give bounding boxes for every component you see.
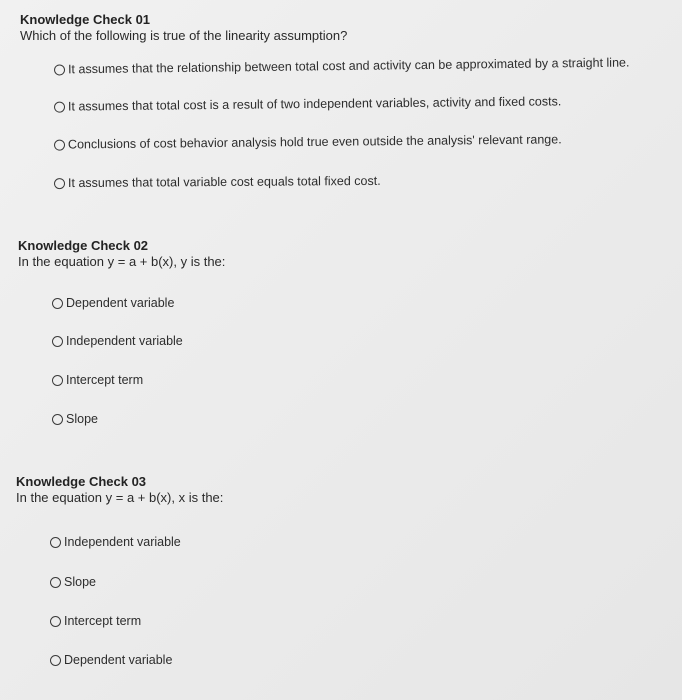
option-label: It assumes that the relationship between total cost and activity can be approximated by a straight line. (67, 55, 630, 77)
radio-button[interactable] (50, 616, 61, 627)
option-independent-variable[interactable] (50, 535, 181, 549)
radio-button[interactable] (54, 101, 65, 112)
radio-button[interactable] (54, 139, 65, 150)
option-intercept-term[interactable] (50, 614, 141, 628)
option-intercept-term[interactable] (52, 373, 143, 387)
option-slope[interactable] (50, 575, 96, 589)
radio-button[interactable] (52, 298, 63, 309)
check-title: Knowledge Check 01 (20, 12, 151, 27)
radio-button[interactable] (50, 655, 61, 666)
option-label: Independent variable (66, 334, 183, 348)
option-label: It assumes that total cost is a result of two independent variables, activity and fixed costs. (67, 94, 562, 114)
radio-button[interactable] (52, 336, 63, 347)
option-label: Independent variable (64, 535, 181, 549)
option-linear-approximation[interactable] (54, 55, 630, 76)
radio-button[interactable] (52, 414, 63, 425)
option-dependent-variable[interactable] (50, 653, 172, 667)
option-variable-equals-fixed[interactable] (54, 174, 381, 190)
check-question: In the equation y = a + b(x), y is the: (18, 254, 226, 269)
radio-button[interactable] (50, 577, 61, 588)
option-label: Conclusions of cost behavior analysis hold true even outside the analysis' relevant range. (67, 132, 562, 152)
option-slope[interactable] (52, 412, 98, 426)
knowledge-check-01 (0, 12, 682, 44)
option-label: Dependent variable (64, 653, 173, 667)
check-title: Knowledge Check 02 (18, 238, 149, 253)
option-label: Slope (64, 575, 96, 589)
radio-button[interactable] (50, 537, 61, 548)
knowledge-check-03 (0, 474, 682, 506)
radio-button[interactable] (54, 178, 65, 189)
radio-button[interactable] (52, 375, 63, 386)
option-label: Intercept term (66, 373, 144, 387)
check-question: In the equation y = a + b(x), x is the: (16, 490, 224, 505)
option-label: Slope (66, 412, 98, 426)
radio-button[interactable] (54, 64, 65, 75)
knowledge-check-02 (0, 238, 682, 270)
option-two-independent-variables[interactable] (54, 94, 561, 113)
check-title: Knowledge Check 03 (16, 474, 147, 489)
option-label: Dependent variable (66, 296, 175, 310)
option-outside-relevant-range[interactable] (54, 132, 562, 151)
option-dependent-variable[interactable] (52, 296, 174, 310)
option-independent-variable[interactable] (52, 334, 183, 348)
option-label: It assumes that total variable cost equals total fixed cost. (67, 173, 381, 191)
check-question: Which of the following is true of the linearity assumption? (20, 28, 348, 43)
option-label: Intercept term (64, 614, 142, 628)
